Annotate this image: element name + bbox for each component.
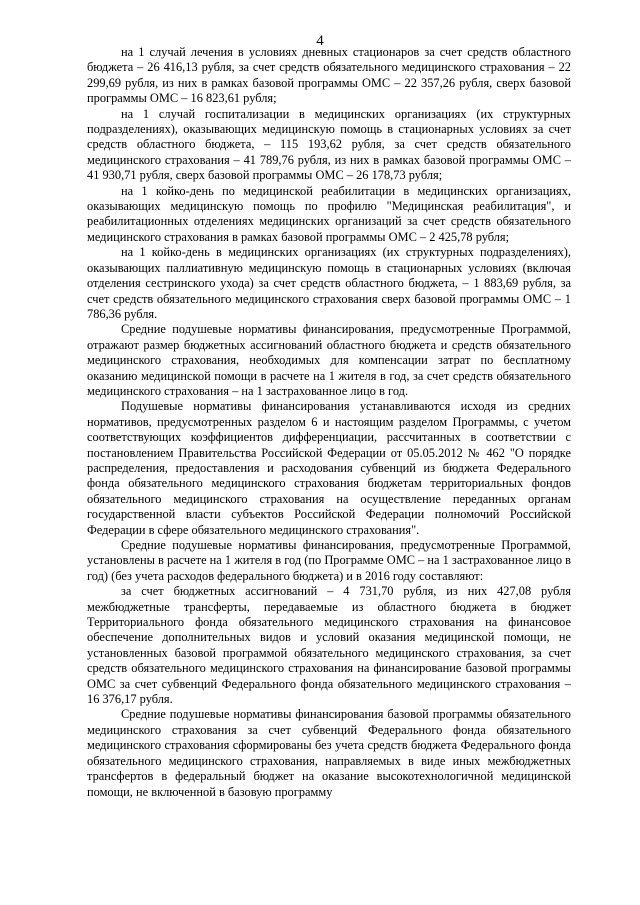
paragraph-base-program-norms: Средние подушевые нормативы финансирования базовой программы обязательного медицинского страхования за счет субвенций Федерального фонда обязательного медицинского страхования сформированы без учета средств бюджета Федерального фонда обязательного медицинского страхования, направляемых в виде иных межбюджетных трансфертов в федеральный бюджет на оказание высокотехнологичной медицинской помощи, не включенной в базовую программу	[87, 707, 571, 799]
paragraph-day-hospital-cost: на 1 случай лечения в условиях дневных стационаров за счет средств областного бюджета – 26 416,13 рубля, за счет средств обязательного медицинского страхования – 22 299,69 рубля, из них в рамках базовой программы ОМС – 22 357,26 рубля, сверх базовой программы ОМС – 16 823,61 рубля;	[87, 45, 571, 106]
paragraph-per-capita-norms-2016: Средние подушевые нормативы финансирования, предусмотренные Программой, установлены в расчете на 1 жителя в год (по Программе ОМС – на 1 застрахованное лицо в год) (без учета расходов федерального бюджета) и в 2016 году составляют:	[87, 538, 571, 583]
page-number: 4	[316, 33, 324, 49]
paragraph-palliative-bed-day-cost: на 1 койко-день в медицинских организациях (их структурных подразделениях), оказывающих паллиативную медицинскую помощь в стационарных условиях (включая отделения сестринского ухода) за счет средств областного бюджета, – 1 883,69 рубля, за счет средств обязательного медицинского страхования сверх базовой программы ОМС – 1 786,36 рубля.	[87, 245, 571, 321]
paragraph-per-capita-norms-basis: Подушевые нормативы финансирования устанавливаются исходя из средних нормативов, предусмотренных разделом 6 и настоящим разделом Программы, с учетом соответствующих коэффициентов дифференциации, рассчитанных в соответствии с постановлением Правительства Российской Федерации от 05.05.2012 № 462 "О порядке распределения, предоставления и расходования субвенций из бюджета Федерального фонда обязательного медицинского страхования бюджетам территориальных фондов обязательного медицинского страхования на осуществление переданных органам государственной власти субъектов Российской Федерации полномочий Российской Федерации в сфере обязательного медицинского страхования".	[87, 399, 571, 537]
document-body	[87, 45, 571, 800]
paragraph-hospitalization-cost: на 1 случай госпитализации в медицинских организациях (их структурных подразделениях), оказывающих медицинскую помощь в стационарных условиях за счет средств областного бюджета, – 115 193,62 рубля, за счет средств обязательного медицинского страхования – 41 789,76 рубля, из них в рамках базовой программы ОМС – 41 930,71 рубля, сверх базовой программы ОМС – 26 178,73 рубля;	[87, 106, 571, 183]
paragraph-budget-allocations: за счет бюджетных ассигнований – 4 731,70 рубля, из них 427,08 рубля межбюджетные трансферты, передаваемые из областного бюджета в бюджет Территориального фонда обязательного медицинского страхования на финансовое обеспечение дополнительных видов и условий оказания медицинской помощи, не установленных базовой программой обязательного медицинского страхования, за счет средств обязательного медицинского страхования на финансирование базовой программы ОМС за счет субвенций Федерального фонда обязательного медицинского страхования – 16 376,17 рубля.	[87, 584, 571, 707]
paragraph-rehabilitation-bed-day-cost: на 1 койко-день по медицинской реабилитации в медицинских организациях, оказывающих медицинскую помощь по профилю "Медицинская реабилитация", и реабилитационных отделениях медицинских организаций за счет средств обязательного медицинского страхования в рамках базовой программы ОМС – 2 425,78 рубля;	[87, 183, 571, 244]
paragraph-per-capita-norms-definition: Средние подушевые нормативы финансирования, предусмотренные Программой, отражают размер бюджетных ассигнований областного бюджета и средств обязательного медицинского страхования, необходимых для компенсации затрат по бесплатному оказанию медицинской помощи в расчете на 1 жителя в год, за счет средств обязательного медицинского страхования – на 1 застрахованное лицо в год.	[87, 322, 571, 398]
